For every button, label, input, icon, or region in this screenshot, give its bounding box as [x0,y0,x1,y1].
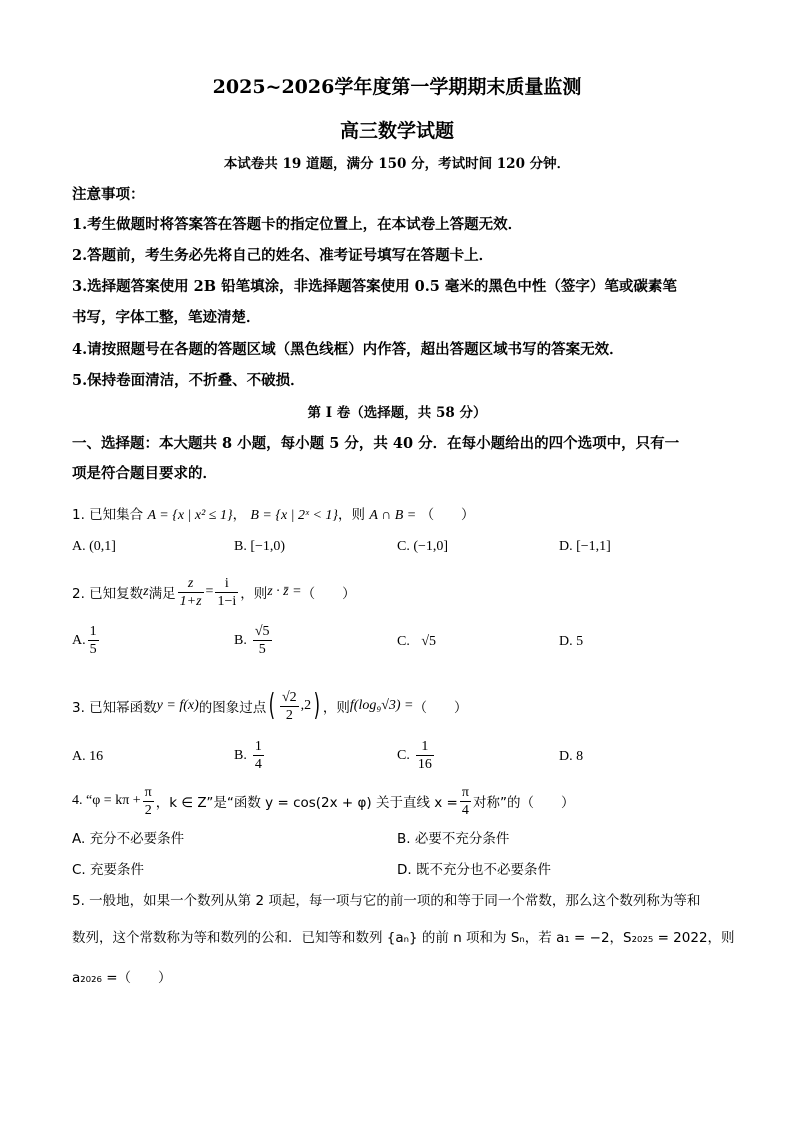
question-5-line: a₂₀₂₆ =（ ） [72,970,172,986]
option-b: B. [−1,0) [234,539,286,554]
answer-paren: （ ） [420,507,475,523]
notice-item: 1.考生做题时将答案答在答题卡的指定位置上，在本试卷上答题无效． [72,216,523,233]
math-variable: z [143,584,149,599]
exam-subtitle: 高三数学试题 [339,120,454,142]
fraction-numerator: z [178,575,204,593]
option-d: D. [−1,1] [559,539,611,554]
question-1 [72,504,475,527]
option-b [234,623,274,658]
section-title: 第 I 卷（选择题，共 58 分） [307,405,487,421]
fraction [460,784,471,819]
question-text: ，k ∈ Z”是“函数 y = cos(2x + φ) 关于直线 x = [155,795,458,811]
fraction-denominator: 1−i [217,593,237,609]
fraction [253,623,272,658]
math-expression: B = {x | 2ˣ < 1} [250,508,339,523]
question-text: 3. 已知幂函数 [72,700,157,716]
question-text: ，则 [322,700,350,716]
option-a: A. 充分不必要条件 [72,831,185,847]
section-instruction: 项是符合题目要求的． [72,465,217,482]
option-d: D. 5 [559,634,584,649]
equals-sign: = [205,584,214,599]
option-a: A. 16 [72,749,104,764]
question-text: 2. 已知复数 [72,586,144,602]
notice-item: 书写，字体工整，笔迹清楚． [72,309,261,326]
math-expression: y = f(x) [156,698,199,713]
fraction-denominator: 4 [254,757,262,772]
option-c [397,738,436,773]
notice-item: 4.请按照题号在各题的答题区域（黑色线框）内作答，超出答题区域书写的答案无效． [72,341,624,358]
fraction-numerator: √5 [254,624,270,639]
fraction-denominator: 5 [258,642,266,657]
fraction-denominator: 2 [285,707,293,723]
answer-paren: （ ） [413,700,468,716]
option-label: B. [234,632,247,648]
fraction-denominator: 4 [461,802,469,818]
fraction [143,784,154,819]
question-text: 1. 已知集合 [72,507,144,523]
fraction-numerator: 1 [89,624,97,639]
fraction-numerator: π [144,784,152,800]
option-c: C. 充要条件 [72,862,145,878]
option-label: C. [397,634,410,649]
question-5-line: 数列，这个常数称为等和数列的公和．已知等和数列 {aₙ} 的前 n 项和为 Sₙ，若 a₁ = −2，S₂₀₂₅ = 2022，则 [72,930,735,946]
right-paren: ) [313,688,321,723]
question-text: ， [232,507,247,523]
option-label: A. [72,632,86,648]
option-c [397,634,436,650]
question-2 [72,573,356,611]
option-value: √5 [421,634,437,649]
exam-title: 2025~2026学年度第一学期期末质量监测 [212,76,582,98]
math-expression: z · z̄ = [267,584,302,599]
option-d: D. 8 [559,749,584,764]
option-b [234,738,266,773]
math-expression: A = {x | x² ≤ 1} [147,508,233,523]
fraction-denominator: 1+z [179,593,202,609]
question-text: 4. “φ = kπ + [72,793,141,808]
section-instruction: 一、选择题：本大题共 8 小题，每小题 5 分，共 40 分．在每小题给出的四个选项中，只有一 [72,435,680,452]
question-text: 对称”的（ ） [472,795,575,811]
option-a: A. (0,1] [72,539,116,554]
left-paren: ( [268,688,276,723]
fraction-denominator: 2 [144,802,152,818]
option-label: B. [234,747,247,763]
fraction-denominator: 16 [417,757,432,772]
notice-item: 2.答题前，考生务必先将自己的姓名、准考证号填写在答题卡上． [72,247,494,264]
exam-info: 本试卷共 19 道题，满分 150 分，考试时间 120 分钟． [223,156,571,172]
math-expression: A ∩ B = [369,508,417,523]
question-4 [72,782,574,820]
option-a [72,623,101,658]
fraction [88,623,99,658]
fraction [280,689,299,724]
point-y: ,2 [300,698,312,713]
fraction-numerator: 1 [416,738,434,756]
fraction [253,738,264,773]
fraction-numerator: π [461,784,469,800]
option-c: C. (−1,0] [397,539,449,554]
math-expression: f(log₉√3) = [349,698,414,713]
question-text: 满足 [148,586,176,602]
fraction-denominator: 5 [89,642,97,657]
fraction [416,738,434,773]
notice-item: 5.保持卷面清洁，不折叠、不破损． [72,372,305,389]
question-text: ，则 [240,586,268,602]
notice-heading: 注意事项： [72,186,145,203]
fraction [215,575,238,610]
question-text: ，则 [338,507,366,523]
fraction-numerator: √2 [281,689,297,705]
question-5-line: 5. 一般地，如果一个数列从第 2 项起，每一项与它的前一项的和等于同一个常数，那么这个数列称为等和 [72,893,701,909]
fraction-numerator: 1 [254,739,262,754]
question-3 [72,684,468,728]
question-text: 的图象过点 [198,700,267,716]
notice-item: 3.选择题答案使用 2B 铅笔填涂，非选择题答案使用 0.5 毫米的黑色中性（签字）笔或碳素笔 [72,278,677,295]
option-b: B. 必要不充分条件 [397,831,510,847]
option-label: C. [397,747,410,763]
option-d: D. 既不充分也不必要条件 [397,862,551,878]
fraction [178,575,204,610]
fraction-numerator: i [215,575,238,593]
answer-paren: （ ） [301,586,356,602]
